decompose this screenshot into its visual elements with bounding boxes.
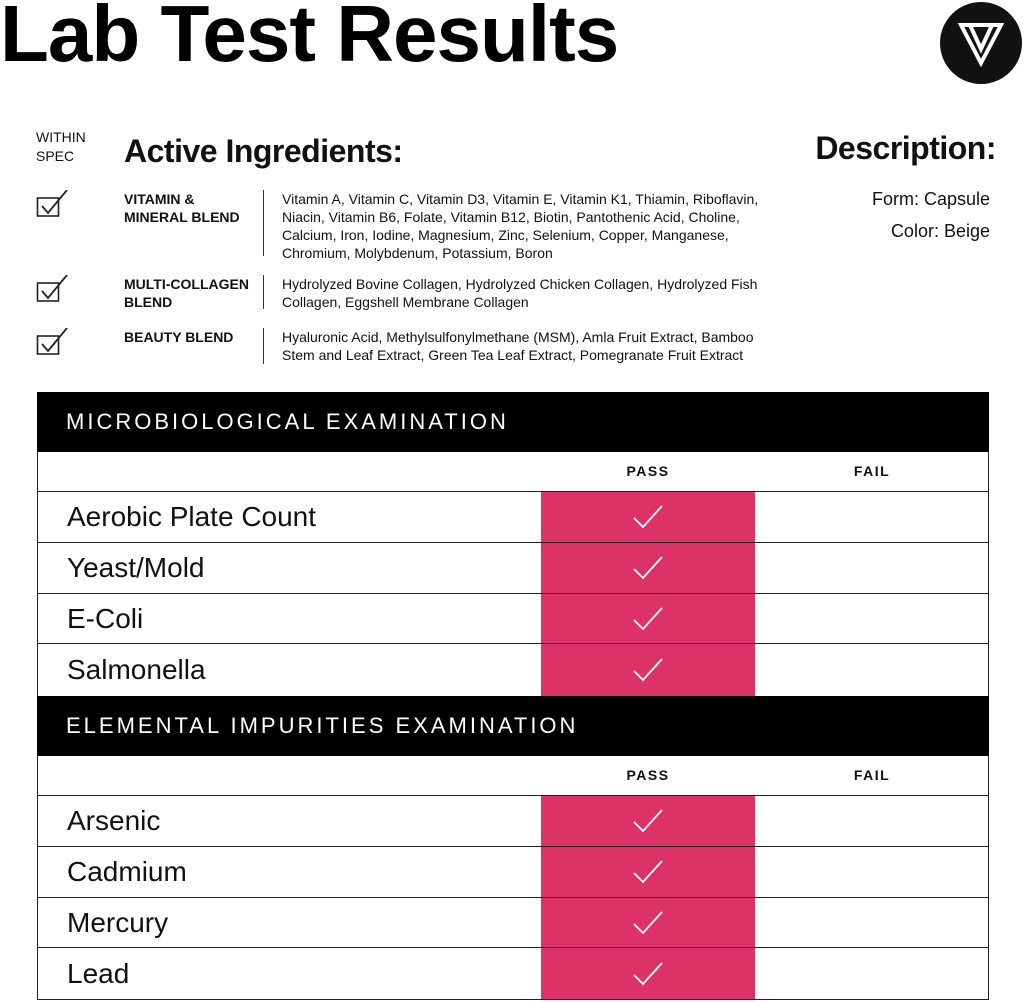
test-name: Arsenic xyxy=(67,805,161,836)
section-header-elemental-impurities: ELEMENTAL IMPURITIES EXAMINATION xyxy=(37,696,989,756)
test-name: Salmonella xyxy=(67,654,206,685)
check-icon xyxy=(632,961,664,987)
fail-column-header: FAIL xyxy=(853,463,891,479)
check-icon xyxy=(632,859,664,885)
ingredient-list: Hyaluronic Acid, Methylsulfonylmethane (MSM), Amla Fruit Extract, Bamboo Stem and Leaf Extract, Green Tea Leaf Extract, Pomegranate Fruit Extract xyxy=(282,329,754,363)
fail-cell xyxy=(755,644,989,696)
checkbox-check-icon xyxy=(36,190,70,220)
check-icon xyxy=(632,657,664,683)
fail-cell xyxy=(755,796,989,846)
divider xyxy=(263,275,264,309)
checkbox-check-icon xyxy=(36,275,70,305)
check-icon xyxy=(632,606,664,632)
pass-cell xyxy=(541,644,755,696)
within-spec-label: WITHIN SPEC xyxy=(36,129,86,164)
active-ingredients-heading: Active Ingredients: xyxy=(124,133,403,169)
fail-column-header: FAIL xyxy=(853,767,891,783)
pass-cell xyxy=(541,594,755,643)
v-logo-icon xyxy=(940,2,1022,84)
ingredient-list: Vitamin A, Vitamin C, Vitamin D3, Vitamin E, Vitamin K1, Thiamin, Riboflavin, Niacin, Vitamin B6, Folate, Vitamin B12, Biotin, Pantothenic Acid, Choline, Calcium, Iron, Iodine, Magnesium, Zinc, Selenium, Copper, Manganese, Chromium, Molybdenum, Potassium, Boron xyxy=(282,191,759,261)
test-name: Aerobic Plate Count xyxy=(67,501,317,532)
divider xyxy=(263,190,264,256)
section-header-microbiological: MICROBIOLOGICAL EXAMINATION xyxy=(37,392,989,452)
description-color: Color: Beige xyxy=(890,221,990,241)
test-row xyxy=(37,847,989,898)
test-name: Cadmium xyxy=(67,856,187,887)
pass-cell xyxy=(541,543,755,593)
check-icon xyxy=(632,910,664,936)
test-name: Mercury xyxy=(67,906,169,938)
description-form: Form: Capsule xyxy=(871,189,990,209)
page-title: Lab Test Results xyxy=(0,0,619,78)
divider xyxy=(263,328,264,364)
ingredient-name: MULTI-COLLAGEN BLEND xyxy=(124,276,249,310)
test-row xyxy=(37,492,989,543)
test-name: E-Coli xyxy=(67,602,144,634)
fail-cell xyxy=(755,847,989,897)
test-name: Lead xyxy=(67,957,130,989)
test-row xyxy=(37,948,989,1000)
fail-cell xyxy=(755,492,989,542)
column-header-row xyxy=(37,756,989,796)
fail-cell xyxy=(755,948,989,999)
column-header-row xyxy=(37,452,989,492)
test-row xyxy=(37,796,989,847)
fail-cell xyxy=(755,594,989,643)
pass-cell xyxy=(541,796,755,846)
test-row xyxy=(37,594,989,644)
test-row xyxy=(37,898,989,948)
check-icon xyxy=(632,504,664,530)
pass-column-header: PASS xyxy=(626,767,670,783)
ingredient-name: VITAMIN & MINERAL BLEND xyxy=(124,191,240,225)
description-heading: Description: xyxy=(815,130,996,166)
pass-column-header: PASS xyxy=(626,463,670,479)
ingredient-list: Hydrolyzed Bovine Collagen, Hydrolyzed Chicken Collagen, Hydrolyzed Fish Collagen, Eggshell Membrane Collagen xyxy=(282,276,758,310)
pass-cell xyxy=(541,492,755,542)
pass-cell xyxy=(541,847,755,897)
fail-cell xyxy=(755,543,989,593)
test-row xyxy=(37,543,989,594)
ingredient-name: BEAUTY BLEND xyxy=(124,329,234,345)
check-icon xyxy=(632,808,664,834)
checkbox-check-icon xyxy=(36,328,70,358)
pass-cell xyxy=(541,898,755,947)
pass-cell xyxy=(541,948,755,999)
check-icon xyxy=(632,555,664,581)
test-name: Yeast/Mold xyxy=(67,552,205,583)
fail-cell xyxy=(755,898,989,947)
test-row xyxy=(37,644,989,696)
